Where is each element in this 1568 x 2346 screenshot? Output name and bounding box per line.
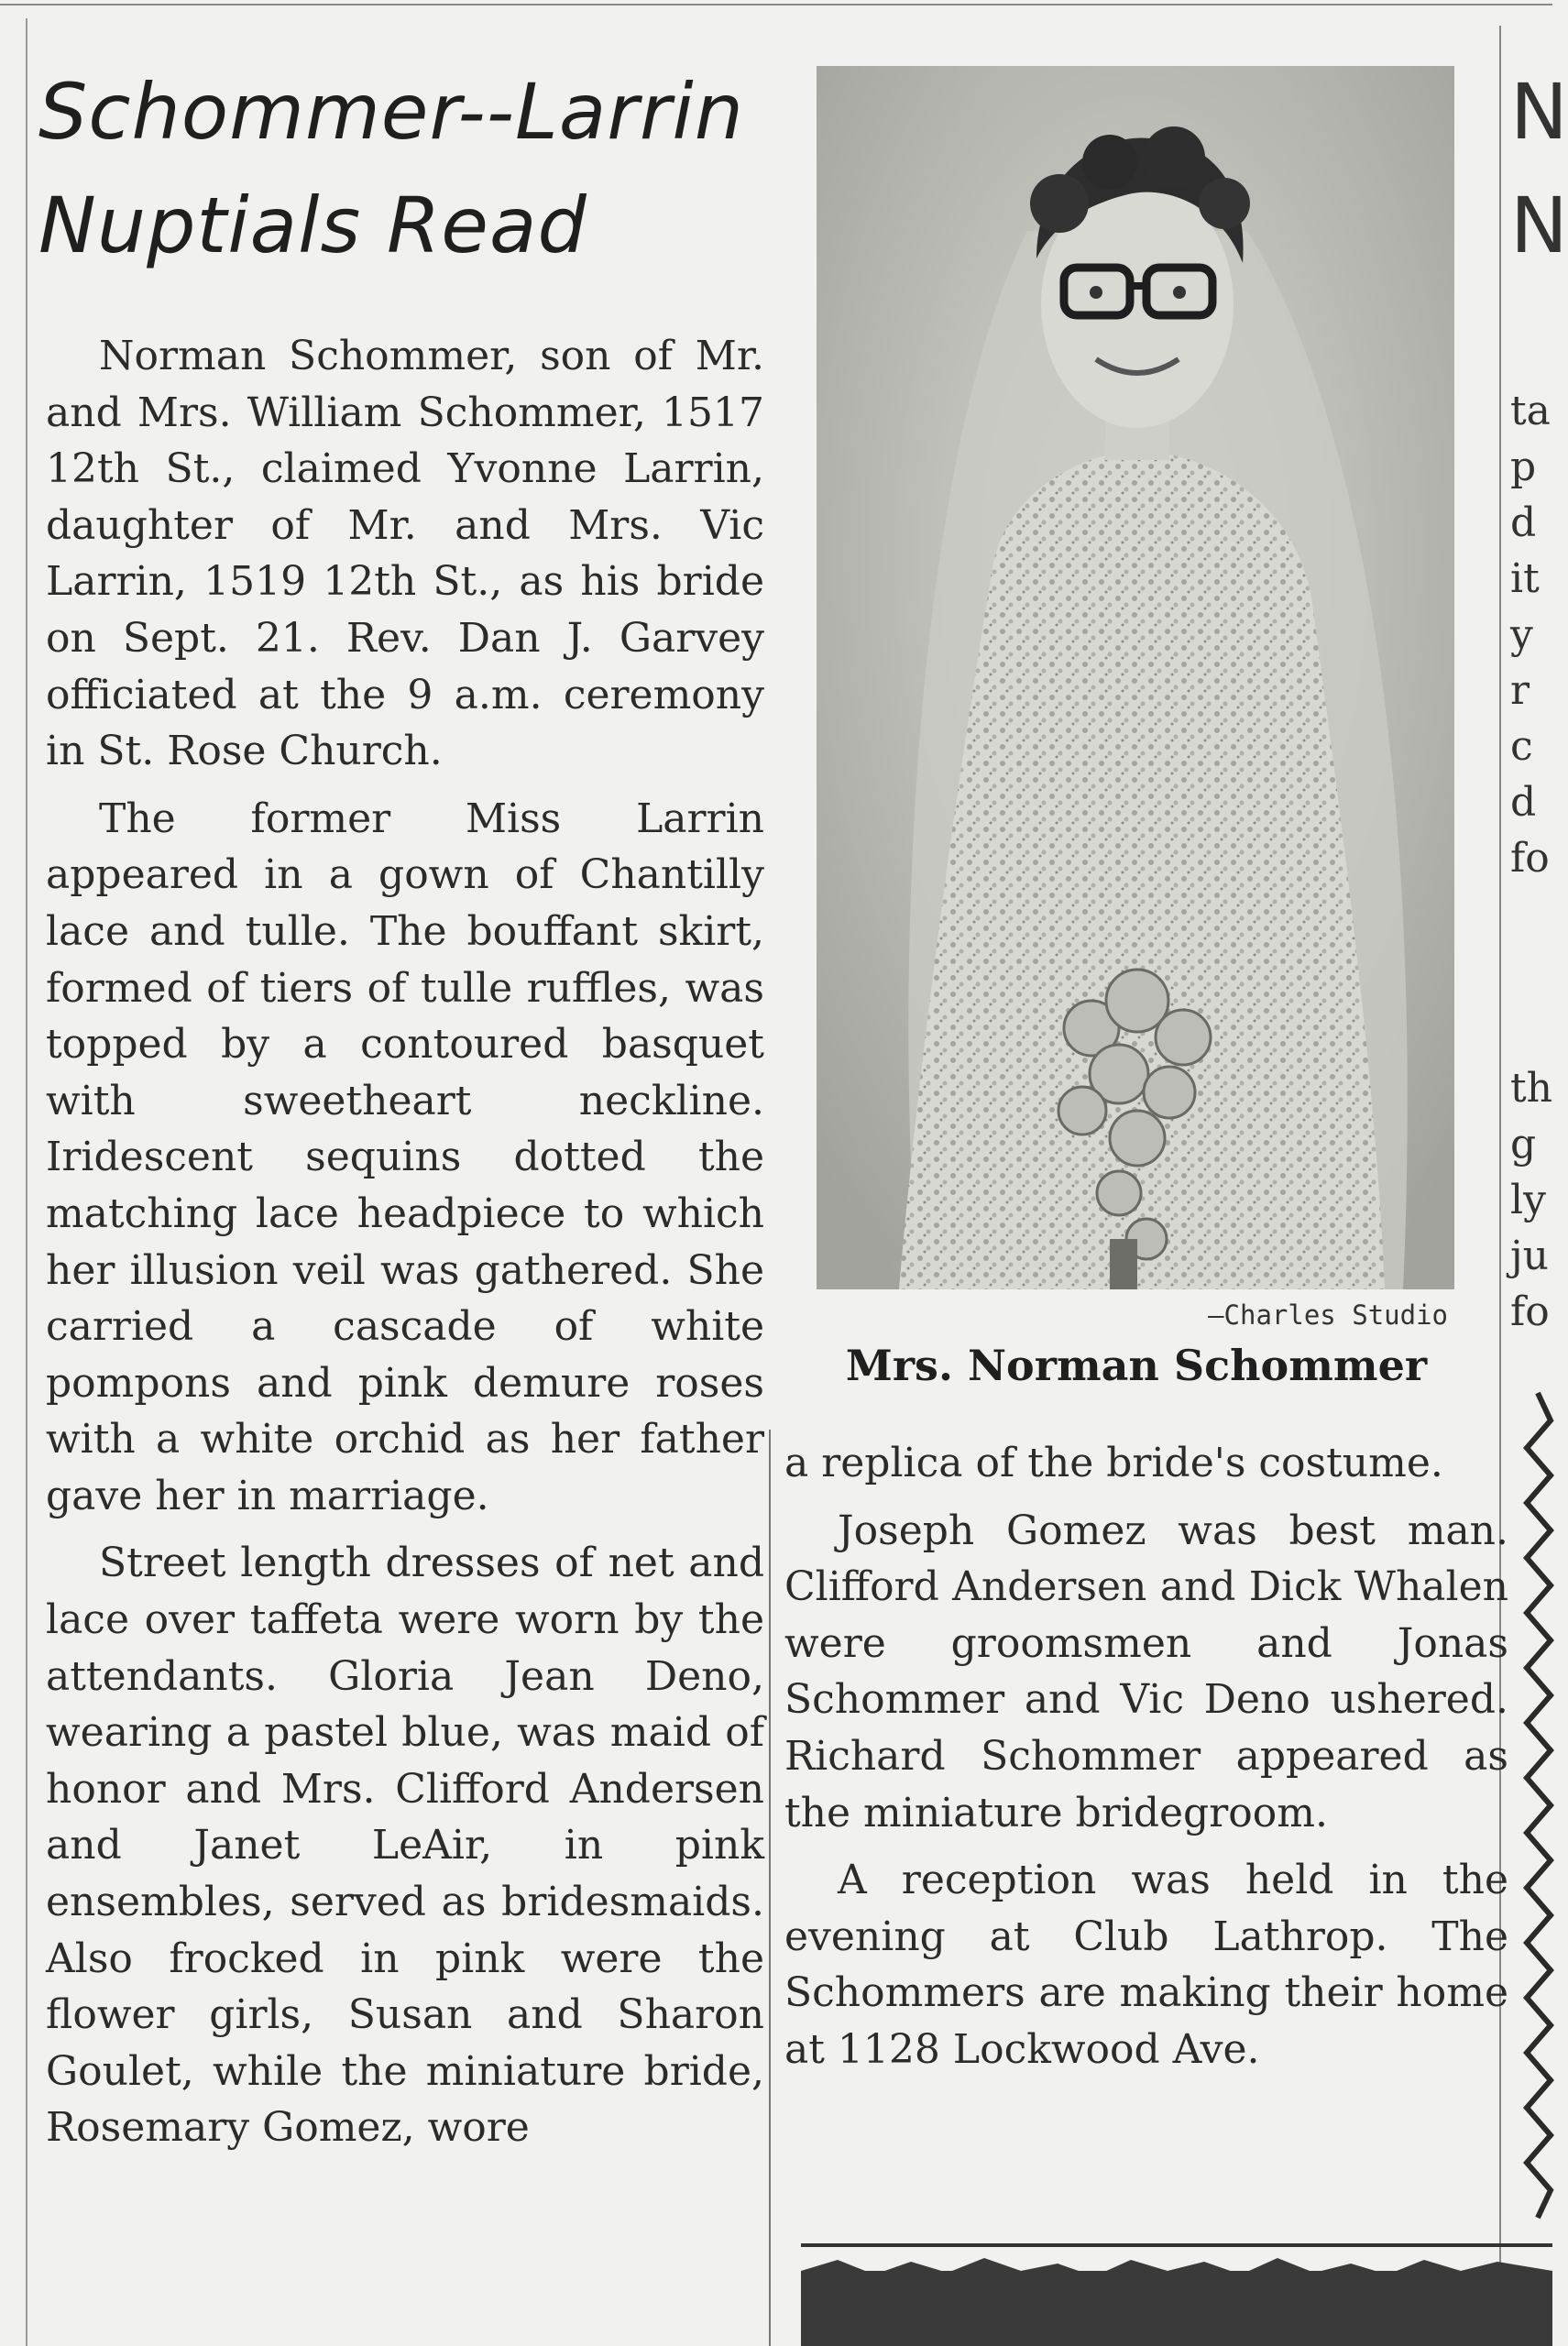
photo-caption: Mrs. Norman Schommer: [845, 1341, 1428, 1390]
paragraph-gown: The former Miss Larrin appeared in a gown of Chantilly lace and tulle. The bouffant skirt, formed of tiers of tulle ruffles, was topped by a contoured basquet with sweetheart neckline. Iridescent sequins dotted the matching lace headpiece to which her illusion veil was gathered. She carried a cascade of white pompons and pink demure roses with a white orchid as her father gave her in marriage.: [46, 795, 764, 1519]
zigzag-border: [1523, 1393, 1552, 2218]
article-column-2: [784, 1435, 1508, 2078]
left-column-rule: [26, 18, 27, 2346]
middle-column-rule: [769, 1430, 771, 2346]
paragraph-wedding-party: Joseph Gomez was best man. Clifford Andersen and Dick Whalen were groomsmen and Jonas Schommer and Vic Deno ushered. Richard Schommer appeared as the miniature bridegroom.: [784, 1507, 1508, 1836]
neighbor-line: c: [1510, 723, 1533, 770]
neighbor-line: r: [1510, 667, 1530, 714]
paragraph-ceremony: Norman Schommer, son of Mr. and Mrs. William Schommer, 1517 12th St., claimed Yvonne Larrin, daughter of Mr. and Mrs. Vic Larrin, 1519 12th St., as his bride on Sept. 21. Rev. Dan J. Garvey officiated at the 9 a.m. ceremony in St. Rose Church.: [46, 333, 764, 775]
bride-portrait-illustration: [817, 66, 1454, 1289]
neighbor-line: ly: [1510, 1177, 1546, 1223]
neighbor-line: y: [1510, 611, 1533, 658]
headline-line-2: Nuptials Read: [38, 181, 587, 270]
top-border-rule: [0, 4, 1552, 5]
bride-photo: [817, 66, 1454, 1289]
article-headline: [38, 55, 772, 282]
paragraph-attendants: Street length dresses of net and lace over taffeta were worn by the attendants. Gloria Jean Deno, wearing a pastel blue, was maid of honor and Mrs. Clifford Andersen and Janet LeAir, in pink ensembles, served as bridesmaids. Also frocked in pink were the flower girls, Susan and Sharon Goulet, while the miniature bride, Rosemary Gomez, wore: [46, 1540, 764, 2152]
paragraph-replica: a replica of the bride's costume.: [784, 1440, 1443, 1486]
neighbor-line: fo: [1510, 1288, 1550, 1335]
neighbor-line: ju: [1510, 1233, 1549, 1279]
neighbor-line: th: [1510, 1065, 1553, 1112]
neighbor-line: d: [1510, 499, 1537, 546]
neighbor-line: fo: [1510, 835, 1550, 882]
article-column-1: [46, 328, 764, 2156]
headline-line-1: Schommer--Larrin: [38, 67, 744, 157]
neighbor-article-fragment: [1510, 55, 1568, 1340]
neighbor-line: g: [1510, 1121, 1537, 1168]
neighbor-line: d: [1510, 779, 1537, 826]
neighbor-line: p: [1510, 444, 1537, 490]
paragraph-reception: A reception was held in the evening at Club Lathrop. The Schommers are making their home at 1128 Lockwood Ave.: [784, 1857, 1508, 2073]
photo-credit: —Charles Studio: [1208, 1299, 1448, 1331]
bottom-dark-band: [801, 2243, 1552, 2346]
neighbor-headline-fragment-2: N: [1510, 181, 1568, 270]
neighbor-headline-fragment-1: N: [1510, 67, 1568, 157]
neighbor-line: it: [1510, 555, 1540, 602]
neighbor-line: ta: [1510, 388, 1551, 434]
